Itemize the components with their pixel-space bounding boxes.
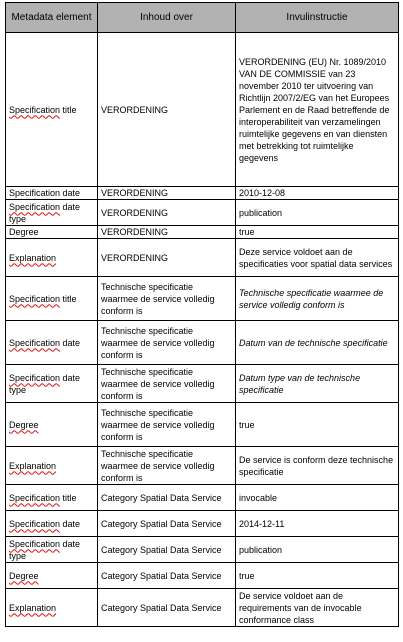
element-suffix: date type [9,372,81,395]
metadata-element-cell [6,589,98,627]
metadata-element-cell [6,365,98,403]
metadata-element-cell [6,403,98,447]
inhoud-cell: VERORDENING [98,226,236,239]
element-prefix: Specification [9,518,61,529]
instructie-cell: publication [236,200,399,226]
metadata-element-cell [6,33,98,187]
metadata-element-cell [6,447,98,485]
metadata-table [5,2,399,627]
element-prefix: Specification [9,201,61,212]
inhoud-cell: Technische specificatie waarmee de service volledig conform is [98,447,236,485]
header-invulinstructie: Invulinstructie [236,3,399,33]
table-row [6,321,399,365]
instructie-cell: De service voldoet aan de requirements van de invocable conformance class [236,589,399,627]
instructie-cell: VERORDENING (EU) Nr. 1089/2010 VAN DE COMMISSIE van 23 november 2010 ter uitvoering van Richtlijn 2007/2/EG van het Europees Parlement en de Raad betreffende de interoperabiliteit van verzamelingen ruimtelijke gegevens en van diensten met betrekking tot ruimtelijke gegevens [236,33,399,187]
inhoud-cell: Category Spatial Data Service [98,537,236,563]
metadata-element-cell [6,321,98,365]
instructie-cell: 2014-12-11 [236,511,399,537]
element-prefix: Specification [9,492,61,503]
element-suffix: date type [9,538,81,561]
instructie-cell: publication [236,537,399,563]
element-suffix: date [60,518,81,529]
table-row [6,537,399,563]
metadata-element-cell [6,187,98,200]
instructie-cell: true [236,403,399,447]
element-prefix: Specification [9,372,61,383]
table-row [6,187,399,200]
instructie-cell: De service is conform deze technische specificatie [236,447,399,485]
header-row [6,3,399,33]
inhoud-cell: Technische specificatie waarmee de service volledig conform is [98,403,236,447]
table-row [6,33,399,187]
element-prefix: Degree [9,570,39,581]
metadata-element-cell [6,537,98,563]
instructie-cell: true [236,226,399,239]
table-row [6,200,399,226]
element-prefix: Specification [9,104,61,115]
inhoud-cell: VERORDENING [98,33,236,187]
inhoud-cell: VERORDENING [98,187,236,200]
inhoud-cell: Category Spatial Data Service [98,485,236,511]
instructie-cell: Deze service voldoet aan de specificaties voor spatial data services [236,239,399,277]
element-prefix: Degree [9,419,39,430]
element-suffix: date [60,188,81,198]
inhoud-cell: VERORDENING [98,200,236,226]
element-suffix: title [60,492,77,503]
metadata-element-cell [6,511,98,537]
element-prefix: Explanation [9,602,57,613]
metadata-element-cell [6,563,98,589]
inhoud-cell: Technische specificatie waarmee de service volledig conform is [98,321,236,365]
table-row [6,226,399,239]
element-suffix: date [60,337,81,348]
inhoud-cell: Category Spatial Data Service [98,589,236,627]
metadata-element-cell [6,277,98,321]
metadata-element-cell [6,239,98,277]
instructie-cell: Technische specificatie waarmee de service volledig conform is [236,277,399,321]
header-inhoud-over: Inhoud over [98,3,236,33]
instructie-cell: invocable [236,485,399,511]
table-row [6,239,399,277]
element-suffix: date type [9,201,81,224]
element-prefix: Degree [9,227,39,237]
table-row [6,589,399,627]
header-metadata-element: Metadata element [6,3,98,33]
element-suffix: title [60,104,77,115]
instructie-cell: 2010-12-08 [236,187,399,200]
element-prefix: Specification [9,337,61,348]
instructie-cell: Datum type van de technische specificatie [236,365,399,403]
inhoud-cell: Category Spatial Data Service [98,563,236,589]
metadata-element-cell [6,200,98,226]
element-prefix: Explanation [9,252,57,263]
table-row [6,277,399,321]
element-prefix: Explanation [9,460,57,471]
metadata-element-cell [6,226,98,239]
metadata-element-cell [6,485,98,511]
element-prefix: Specification [9,188,61,198]
table-row [6,563,399,589]
table-row [6,511,399,537]
instructie-cell: true [236,563,399,589]
table-row [6,447,399,485]
inhoud-cell: Technische specificatie waarmee de service volledig conform is [98,277,236,321]
table-row [6,485,399,511]
element-prefix: Specification [9,293,61,304]
inhoud-cell: Category Spatial Data Service [98,511,236,537]
inhoud-cell: VERORDENING [98,239,236,277]
table-row [6,403,399,447]
inhoud-cell: Technische specificatie waarmee de service volledig conform is [98,365,236,403]
element-prefix: Specification [9,538,61,549]
element-suffix: title [60,293,77,304]
instructie-cell: Datum van de technische specificatie [236,321,399,365]
table-row [6,365,399,403]
